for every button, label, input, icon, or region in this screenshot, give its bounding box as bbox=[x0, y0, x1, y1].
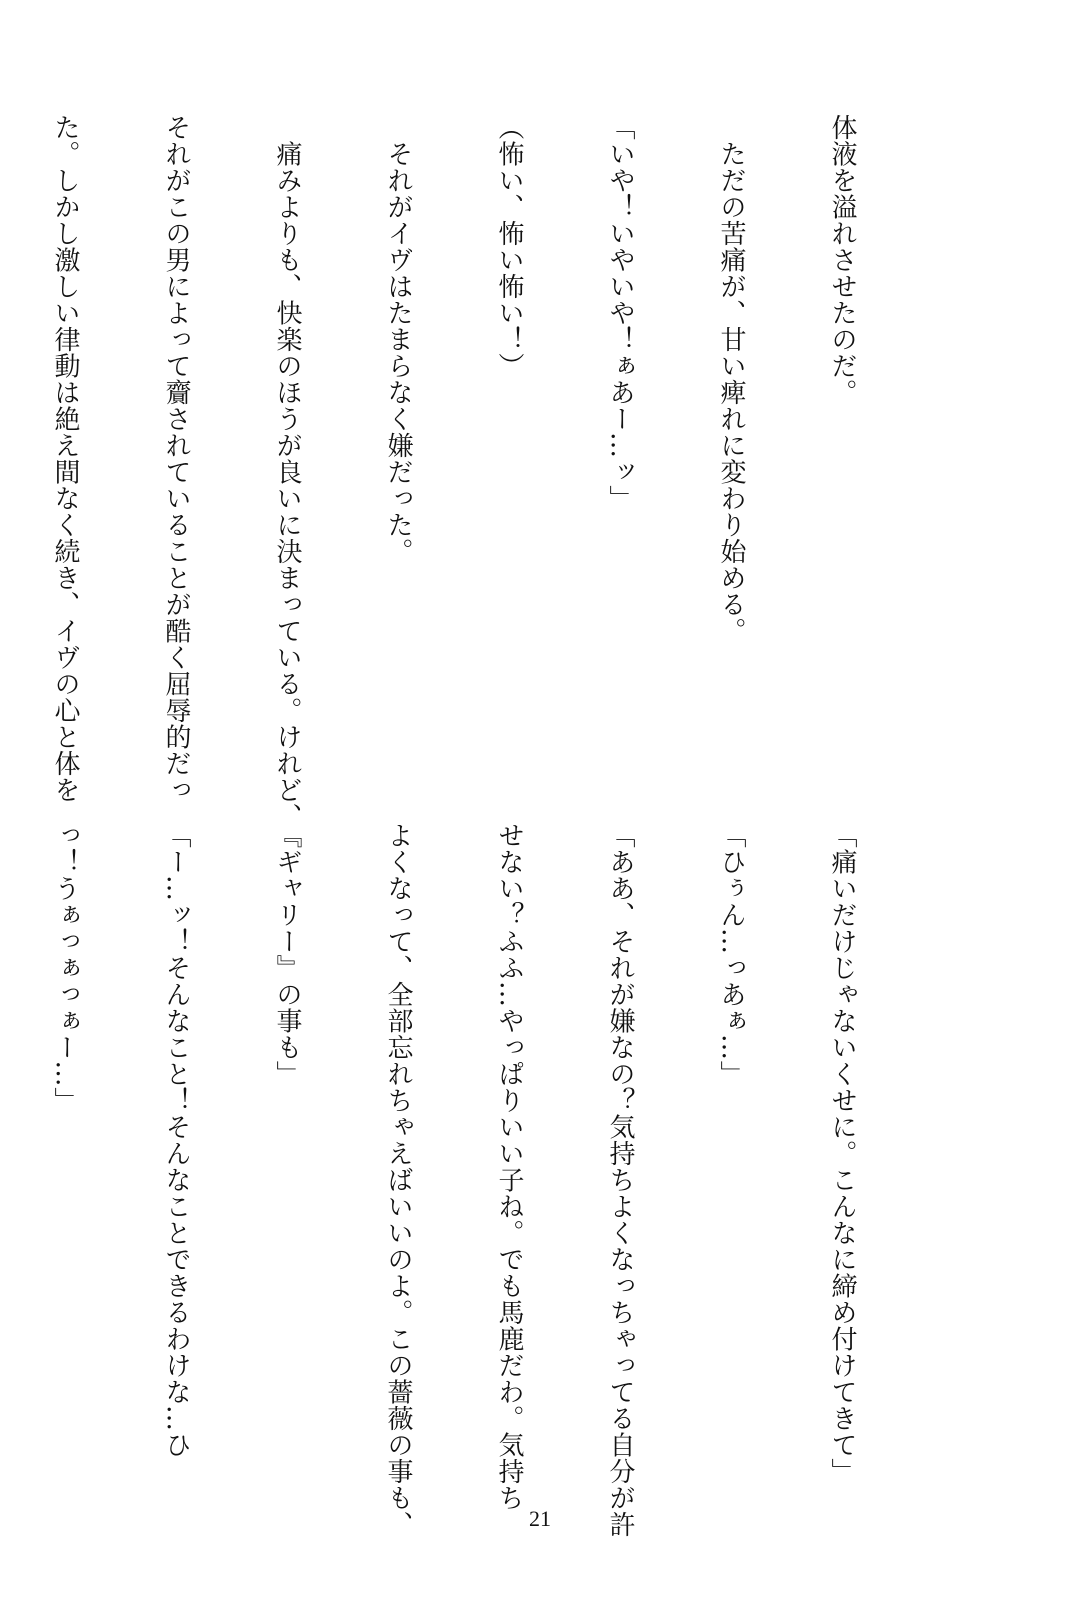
text-line: 「痛いだけじゃないくせに。こんなに締め付けてきて」 bbox=[827, 822, 857, 1485]
text-line: それがこの男によって齎されていることが酷く屈辱的だっ bbox=[161, 114, 191, 803]
text-line: 『ギャリー』の事も」 bbox=[272, 822, 302, 1087]
upper-text-block bbox=[50, 114, 934, 830]
text-line: 「ああ、それが嫌なの？気持ちよくなっちゃってる自分が許 bbox=[605, 822, 635, 1538]
text-line: ただの苦痛が、甘い痺れに変わり始める。 bbox=[716, 114, 746, 644]
text-line: 「ひぅん…っあぁ…」 bbox=[716, 822, 746, 1087]
text-line: 痛みよりも、快楽のほうが良いに決まっている。けれど、 bbox=[272, 114, 302, 830]
text-line: （怖い、怖い怖い！） bbox=[494, 114, 524, 379]
page-number: 21 bbox=[529, 1506, 551, 1531]
text-line: それがイヴはたまらなく嫌だった。 bbox=[383, 114, 413, 565]
text-line: せない？ふふ…やっぱりいい子ね。でも馬鹿だわ。気持ち bbox=[494, 822, 524, 1511]
text-line: 「ー…ッ！そんなこと！そんなことできるわけな…ひ bbox=[161, 822, 191, 1458]
text-line: っ！うぁっぁっぁー…」 bbox=[50, 822, 80, 1114]
text-line: 「いや！いやいや！ぁあー…ッ」 bbox=[605, 114, 635, 512]
text-line: 体液を溢れさせたのだ。 bbox=[827, 114, 857, 406]
text-line: た。しかし激しい律動は絶え間なく続き、イヴの心と体を bbox=[50, 114, 80, 803]
text-line: よくなって、全部忘れちゃえばいいのよ。この薔薇の事も、 bbox=[383, 822, 413, 1538]
